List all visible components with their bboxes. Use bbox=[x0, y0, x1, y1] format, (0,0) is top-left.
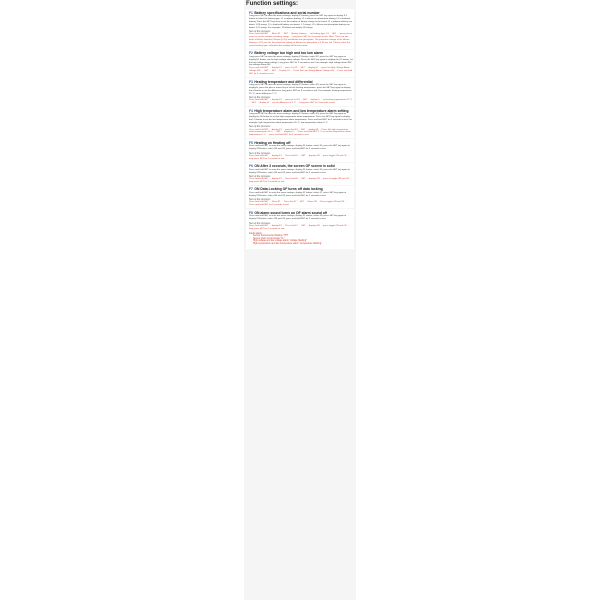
section-title: Heating on Heating off bbox=[254, 140, 291, 145]
section-f1 bbox=[246, 9, 354, 49]
bottom-spacer bbox=[249, 246, 353, 248]
section-body: Long press SET to enter the menu settings, display F1 button, select F3, press the SET key again to display H, press the plus or minus key to set the heating temperature, press the SET key again to display the td button to set the difference, long press SET for 3 seconds to exit. For example: heating temperature 25 °C, return difference 2 °C. bbox=[249, 84, 352, 95]
section-steps: Press and hold SET → display F1 → press Set F4 → SET → display HI → Press Set high temperature alarm temperature 45 °C → SET → display LO → Press and hold SET 0 °C as set low temperature alarm temperature 0 °C → press and hold SET for 3 seconds to exit. bbox=[249, 128, 351, 137]
section-body: Long press SET to enter the menu settings, display F1 button, press the SET key again to display 3-1 button to select the battery type. L1 = polymer battery, L2 = lithium iron phosphate battery, L3 = lead-acid battery. Press the SET key once to set the number of battery strings to be tested. L1 = polymer battery can detect 1-28 strings, L2 = lead-acid battery can detect 1-7 strings, L3 = lithium iron phosphate battery can detect 1-27 strings. For example: 12 lithium iron battery 28 strings. bbox=[249, 15, 352, 29]
section-steps: Press and hold SET → display F1 → Press Set F6 → SET → display ON → press to toggle ON and OF → long press SET for 3 seconds to exit. bbox=[249, 178, 352, 184]
section-code: F5 bbox=[249, 140, 253, 145]
section-f8 bbox=[246, 209, 354, 249]
section-f7 bbox=[246, 186, 354, 208]
section-body: Long press SET to enter the menu settings, display F1 button, select F2, press the SET key again to display H1 button, set the high voltage alarm voltage. Press the SET key again to display the LO button, set the low voltage alarm voltage. Long press SET for 3 seconds to exit. For example: high voltage alarm 48V, low voltage alarm 44V. bbox=[249, 55, 353, 67]
section-code: F6 bbox=[249, 164, 253, 169]
section-code: F8 bbox=[249, 210, 253, 215]
section-steps: Press and hold SET → display F1 → Press Set F7 → SET → display ON → press toggle ON and OF → long press SET for 3 seconds to exit. bbox=[249, 224, 350, 230]
steps-label: Set up the process: bbox=[249, 30, 271, 34]
document-title: Function settings: bbox=[246, 1, 298, 7]
section-f6 bbox=[246, 163, 354, 185]
fault-alarm-item: High voltage and low voltage alarm "voltage flashing" bbox=[253, 240, 307, 243]
section-title: Heating temperature and differential bbox=[254, 79, 313, 84]
steps-label: Set up the process: bbox=[249, 221, 271, 225]
instruction-sheet bbox=[244, 0, 356, 600]
section-body: Press and hold SET to enter the menu settings, display F1 button, select F8, press SET key again to display ON button, select ON and OF, press and hold SET for 3 seconds to exit. bbox=[249, 215, 347, 221]
steps-label: Set up the process: bbox=[249, 198, 271, 202]
section-title: ON alarm sound turns on OF alarm sound off bbox=[254, 210, 328, 215]
section-code: F4 bbox=[249, 108, 253, 113]
section-steps: Press and hold SET → display F1 → Press Set F5 → SET → display ON → press toggle ON and OF → long press SET for 3 seconds to exit. bbox=[249, 154, 350, 160]
fault-alarm-item: Sensor disconnected Display "HH" bbox=[253, 234, 289, 237]
section-f2 bbox=[246, 50, 354, 77]
section-title: Battery voltage too high and too low alarm bbox=[254, 51, 323, 56]
section-body: Press and hold SET to enter the menu settings, display F1 button, select F5, press the SET key again to display ON button, select ON and OF, press and hold SET for 3 seconds to exit. bbox=[249, 145, 350, 151]
section-code: F7 bbox=[249, 187, 253, 192]
section-body: Long press SET to enter the menu settings, display F1 button, select F4, press the SET key again to display the H1 button to set the high temperature alarm temperature. Press the SET key again to display the LO button to set the low temperature alarm temperature. Press and hold SET for 3 seconds to exit. For example: high temperature alarm temperature 45 °C, low temperature alarm 0 °C. bbox=[249, 113, 352, 124]
fault-alarm-item: High temperature and low temperature alarm "temperature flashing" bbox=[253, 243, 322, 246]
section-steps: Press and hold SET → display F1 → press to set F3 → SET → display h → set heating temperature 25 °C → SET → display td → set the difference of 2 °C → long press SET for 3 seconds to exit. bbox=[249, 99, 352, 105]
section-steps: Press and hold SET → Show F1 → Press Set F7 → SET → Show ON → Press toggle ON and OF → Press and hold SET for 3 seconds to exit. bbox=[249, 201, 348, 207]
fault-alarm-list bbox=[249, 235, 353, 247]
steps-label: Set up the process: bbox=[249, 174, 271, 178]
steps-label: Set up the process: bbox=[249, 96, 271, 100]
section-code: F2 bbox=[249, 51, 253, 56]
section-f4 bbox=[246, 107, 354, 138]
section-f5 bbox=[246, 139, 354, 161]
fault-alarm-item: Sensor short circuit shows "LL" bbox=[253, 237, 285, 240]
section-title: Battery specifications and serial number bbox=[254, 10, 320, 15]
section-f3 bbox=[246, 78, 354, 106]
section-steps: Press and hold SET → display F1 → press 1st F2 → SET → display HI → press Set High Voltage Alarm Voltage 48V → SET → SET → Display LO → Press Set Low Voltage Alarm Voltage 44V → Press and hold SET for 3 seconds to exit. bbox=[249, 67, 353, 76]
section-code: F1 bbox=[249, 10, 253, 15]
fault-alarm-label: Fault alarm: bbox=[249, 231, 263, 235]
section-title: High temperature alarm and low temperature alarm setting bbox=[254, 108, 349, 113]
section-code: F3 bbox=[249, 79, 253, 84]
section-body: Press and hold SET to enter the menu settings, display F1 button, select F6, press the SET key again to display ON button, select ON and OF, press and hold SET for 3 seconds to exit. bbox=[249, 168, 350, 174]
section-title: ON After 3 seconds, the screen OF screen is solid bbox=[254, 164, 335, 169]
steps-label: Set up the process: bbox=[249, 151, 271, 155]
section-title: ON Data Locking OF turns off data locking bbox=[254, 187, 323, 192]
section-body: Press and hold SET to enter the menu settings, display F1 button, select F7, press SET key again to display ON button, select ON and OF, press and hold SET for 3 seconds to exit. bbox=[249, 191, 347, 197]
section-steps: Press and hold SET → Menu F1 → SET → Battery Options → set battery type 1-3 → SET → press plus or minus to set the number of battery strings → long press SET for 3 seconds to exit. Note: There are two kinds of lithium batteries: lithium (Li-Po) and lithium iron phosphate. The protection voltage of the lithium battery is 4.2V per cell; the protection voltage of lithium iron phosphate is 3.6V per cell. Please select the correct battery type, otherwise the reading will be inaccurate. bbox=[249, 33, 353, 47]
steps-label: Set up the process: bbox=[249, 125, 271, 129]
